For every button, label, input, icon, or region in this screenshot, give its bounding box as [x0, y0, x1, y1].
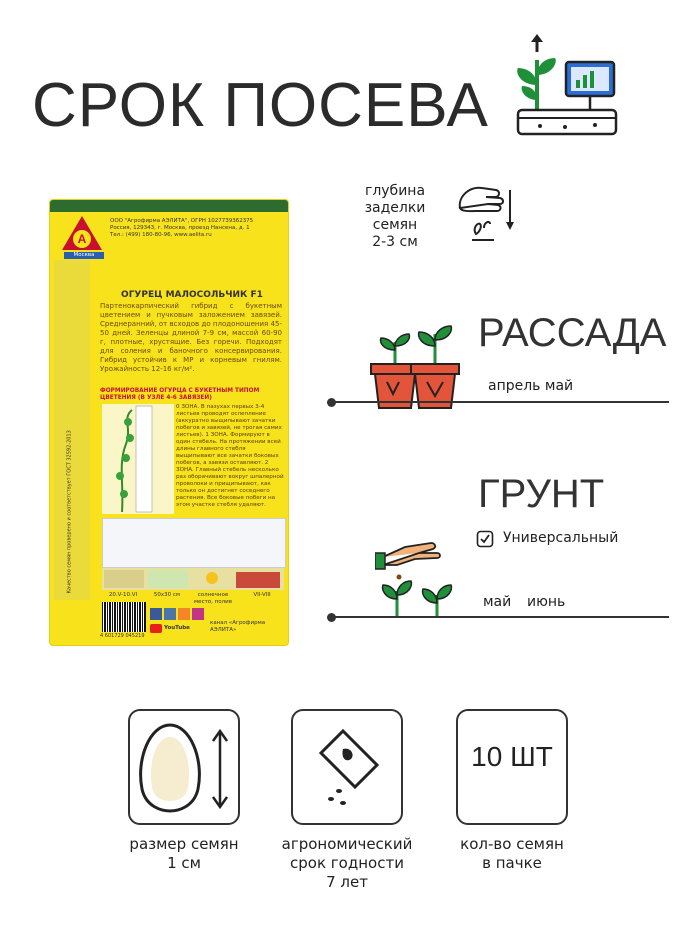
ground-month-may: май: [483, 594, 512, 610]
seed-packet-icon: [293, 711, 401, 823]
brand-city: Москва: [64, 252, 104, 259]
depth-line-4: 2-3 см: [372, 234, 418, 250]
seed-count-box: [456, 709, 568, 825]
seed-icon: [130, 711, 238, 823]
barcode-number: 4 601729 045219: [100, 633, 145, 639]
sun-watering: солнечное место, полив: [194, 592, 232, 605]
sowing-depth-text: [345, 183, 445, 251]
barcode: [102, 602, 146, 632]
channel-name: канал «Агрофирма АЭЛИТА»: [210, 620, 266, 633]
company-info: ООО "Агрофирма АЭЛИТА", ОГРН 1027739362375 Россия, 129343, г. Москва, проезд Нансена, д. 1 Тел.: (499) 180-80-96, www.aelita.ru: [110, 218, 254, 238]
side-text: Качество семян проверено и соответствует ГОСТ 32592-2013: [66, 430, 73, 594]
depth-line-1: глубина: [364, 183, 426, 199]
seed-size-caption: размер семян 1 см: [129, 835, 239, 872]
depth-line-3: семян: [372, 217, 418, 233]
shelf-life-box: [291, 709, 403, 825]
seedling-timeline: [332, 401, 669, 403]
check-icon: [476, 530, 494, 548]
ok-icon: [178, 608, 190, 620]
hand-planting-icon: [450, 178, 520, 248]
instagram-icon: [192, 608, 204, 620]
seed-count-caption: кол-во семян в пачке: [460, 835, 564, 872]
packet-top-band: [50, 200, 288, 212]
product-name: ОГУРЕЦ МАЛОСОЛЬЧИК F1: [121, 290, 263, 300]
youtube-label: YouTube: [164, 625, 190, 631]
ground-heading: ГРУНТ: [478, 472, 605, 516]
planting-scheme: 50x30 см: [153, 592, 181, 598]
hand-watering-plants-icon: [375, 525, 470, 620]
seedling-chart-icon: [510, 30, 620, 140]
plant-drawing: [102, 404, 174, 514]
seed-size-box: [128, 709, 240, 825]
formation-text: 0 ЗОНА. В пазухах первых 3-4 листьев проводят ослепление (аккуратно выщипывают зачатки побегов и завязей, не трогая самих листьев). 1 ЗОНА. Формируют в один стебель. На протяжении всей длины главного стебля выщипывают все зачатки боковых побегов, а завязи оставляют. 2 ЗОНА. Главный стебель несколько раз оборачивают вокруг шпалерной проволоки и прищипывают, как только он достигнет соседнего растения. Все боковые побеги на этом участке стебля удаляют.: [176, 404, 284, 508]
seed-packet-image: [50, 200, 288, 645]
ground-timeline: [332, 616, 669, 618]
seedling-months: апрель май: [488, 378, 574, 394]
youtube-icon: [150, 624, 162, 633]
brand-logo-letter: А: [73, 230, 91, 248]
page-title: СРОК ПОСЕВА: [32, 71, 489, 140]
soil-type-label: Универсальный: [503, 530, 619, 546]
depth-line-2: заделки: [364, 200, 426, 216]
product-description: Партенокарпический гибрид с букетным цветением и пучковым заложением завязей. Среднеранний, от всходов до плодоношения 45-50 дней. Зеленцы длиной 7-9 см, массой 60-90 г, плотные, хрустящие. Без горечи. Подходят для соления и баночного консервирования. Гибрид устойчив к МР и корневым гнилям. Урожайность 12-16 кг/м².: [100, 302, 282, 373]
harvest-months: VII-VIII: [253, 592, 271, 598]
vk-icon: [164, 608, 176, 620]
seedling-heading: РАССАДА: [478, 311, 667, 355]
seedling-pots-icon: [365, 320, 465, 412]
packet-icon-strip: [102, 568, 284, 590]
packet-label-area: [102, 518, 286, 568]
formation-title: ФОРМИРОВАНИЕ ОГУРЦА С БУКЕТНЫМ ТИПОМ ЦВЕТЕНИЯ (В УЗЛЕ 4-6 ЗАВЯЗЕЙ): [100, 388, 260, 401]
facebook-icon: [150, 608, 162, 620]
seed-count-value: 10 ШТ: [471, 741, 553, 772]
sowing-dates: 20.V-10.VI: [108, 592, 138, 598]
ground-month-june: июнь: [527, 594, 566, 610]
shelf-life-caption: агрономический срок годности 7 лет: [281, 835, 413, 891]
